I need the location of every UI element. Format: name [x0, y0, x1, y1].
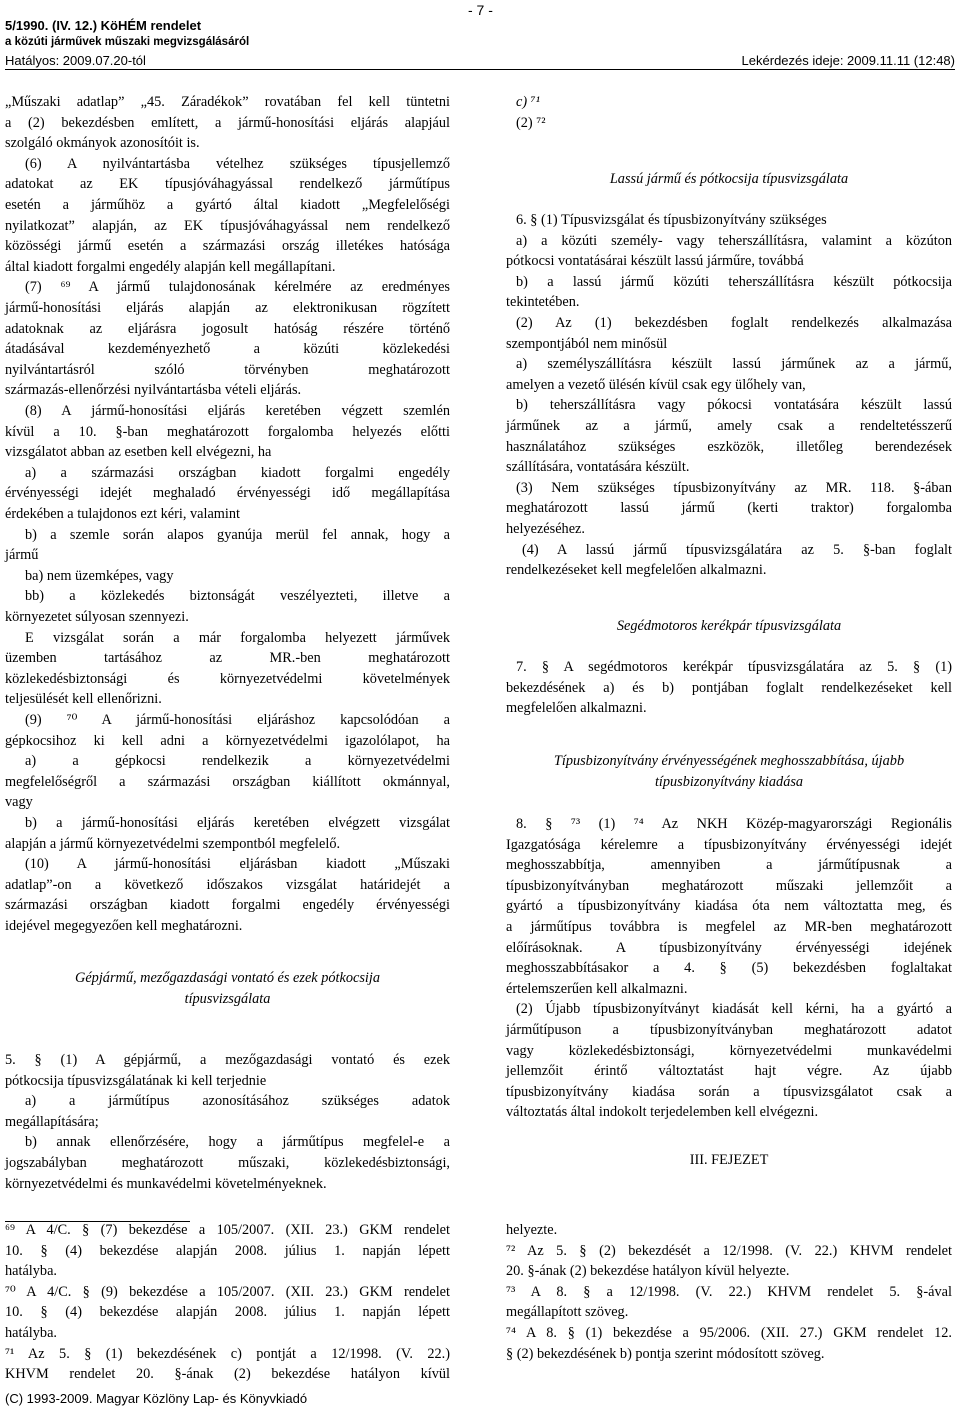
text-line: b) annak ellenőrzésére, hogy a járműtípus megfelel-e a: [25, 1134, 450, 1151]
text-line: 8. § ⁷³ (1) ⁷⁴ Az NKH Közép-magyarországi Regionális: [516, 816, 952, 832]
text-line: alapján a jármű környezetvédelmi szempontból megfelelő.: [5, 835, 341, 852]
text-line: meghosszabbításakor a 4. § (5) bekezdésben foglaltakat: [506, 960, 952, 977]
text-line: (8) A jármű-honosítási eljárás keretében végzett szemlén: [25, 403, 450, 419]
text-line: (2) Az (1) bekezdésben foglalt rendelkezés alkalmazása: [516, 315, 952, 331]
text-line: jellemzőit érintő változtatást hajt végre. Az újabb: [506, 1063, 952, 1080]
text-line: a) a közúti személy- vagy teherszállításra, valamint a közúton: [516, 232, 952, 249]
text-line: esetén a járműhöz a gyártó által kiadott „Megfelelőségi: [5, 197, 450, 213]
text-line: jogszabályban meghatározott műszaki, közlekedésbiztonsági,: [5, 1155, 450, 1171]
text-line: nyilvántartásról szóló törvényben meghatározott: [5, 361, 450, 378]
chapter-heading: III. FEJEZET: [689, 1152, 769, 1168]
decree-subtitle: a közúti járművek műszaki megvizsgálásáról: [5, 36, 250, 48]
text-line: (7) ⁶⁹ A jármű tulajdonosának kérelmére az eredményes: [25, 279, 450, 296]
text-line: meghosszabbítja, amennyiben a járműtípusnak a: [506, 857, 952, 874]
text-line: kívül a 10. §-ban meghatározott forgalomba helyezés előtti: [5, 423, 450, 440]
text-line: (3) Nem szükséges típusbizonyítvány az MR. 118. §-ában: [516, 479, 952, 496]
text-line: (2) Újabb típusbizonyítványt kiadását kell kérni, ha a gyártó a: [516, 1001, 952, 1018]
text-line: által kiadott forgalmi engedély alapján kell megállapítani.: [5, 258, 336, 275]
text-line: üzemben tartásához az MR.-ben meghatározott: [5, 650, 450, 667]
text-line: bb) a közlekedés biztonságát veszélyezteti, illetve a: [25, 588, 450, 605]
text-line: átadásával kezdeményezhető a közúti közlekedési: [5, 341, 450, 358]
footnotes-left: [5, 1220, 450, 1385]
text-line: környezetet súlyosan szennyezi.: [5, 609, 189, 625]
decree-title: 5/1990. (IV. 12.) KöHÉM rendelet: [5, 18, 202, 33]
left-column: [5, 92, 450, 1192]
text-line: a) a gépkocsi rendelkezik a környezetvédelmi: [25, 753, 450, 770]
section-heading: Segédmotoros kerékpár típusvizsgálata: [616, 618, 842, 634]
footnote-line: ⁷⁰ A 4/C. § (9) bekezdése a 105/2007. (XII. 23.) GKM rendelet: [5, 1283, 450, 1300]
text-line: gépkocsihoz ki kell adni a környezetvédelmi igazolólapot, ha: [5, 732, 450, 749]
text-line: pótkocsi vontatásárai készült lassú járműre, továbbá: [506, 253, 804, 270]
text-line: adatoknak az eljárásra jogosult hatóság részére történő: [5, 320, 450, 337]
page-header: [5, 2, 955, 68]
text-line: „Műszaki adatlap” „45. Záradékok” rovatában fel kell tüntetni: [5, 94, 450, 110]
text-line: teljesülését kell ellenőrizni.: [5, 691, 162, 708]
text-line: rendelkezéseket kell megfelelően alkalmazni.: [506, 562, 767, 579]
text-line: ba) nem üzemképes, vagy: [25, 567, 174, 584]
text-line: 6. § (1) Típusvizsgálat és típusbizonyítvány szükséges: [516, 212, 827, 228]
text-line: b) a lassú jármű közúti teherszállításra készült pótkocsija: [516, 273, 952, 290]
text-line: érdekében a tulajdonos ezt kéri, valamint: [5, 506, 241, 522]
footnote-line: ⁷³ A 8. § a 12/1998. (V. 22.) KHVM rendelet 5. §-ával: [506, 1283, 952, 1300]
text-line: származási országban kiadott forgalmi engedély érvényességi: [5, 897, 450, 914]
footnote-line: § (2) bekezdésének b) pontja szerint módosított szöveg.: [506, 1345, 825, 1362]
text-line: adatokat az EK típusjóváhagyással rendelkező járműtípus: [5, 176, 450, 193]
text-line: a) a járműtípus azonosításához szükséges adatok: [25, 1093, 450, 1110]
text-line: megállapítására;: [5, 1113, 99, 1130]
footnote-line: ⁷² Az 5. § (2) bekezdését a 12/1998. (V. 22.) KHVM rendelet: [506, 1242, 952, 1259]
text-line: szolgáló okmányok azonosítóit is.: [5, 135, 200, 152]
text-line: b) teherszállításra vagy pókocsi vontatására készült lassú: [516, 397, 952, 414]
text-line: típusbizonyítványban meghatározott műszaki jellemzőit a: [506, 877, 952, 894]
text-line: a) személyszállításra készült lassú járműnek az a jármű,: [516, 356, 952, 373]
text-line: pótkocsija típusvizsgálatának ki kell terjednie: [5, 1072, 267, 1089]
text-line: közlekedésbiztonsági és környezetvédelmi követelmények: [5, 670, 450, 687]
section-heading: Gépjármű, mezőgazdasági vontató és ezek pótkocsija: [75, 970, 380, 986]
text-line: vizsgálatot abban az esetben kell elvégezni, ha: [5, 444, 272, 461]
text-line: bekezdésének a) és b) pontjában foglalt rendelkezéseket kell: [506, 679, 952, 696]
text-line: vagy közlekedésbiztonsági, környezetvédelmi munkavédelmi: [506, 1042, 952, 1059]
text-line: jármű: [5, 547, 39, 564]
text-line: (10) A jármű-honosítási eljárásban kiadott „Műszaki: [25, 856, 450, 873]
text-line: a) a származási országban kiadott forgalmi engedély: [25, 464, 450, 481]
text-line: vagy: [5, 794, 33, 811]
text-line: (2) ⁷²: [516, 114, 546, 131]
text-line: b) a szemle során alapos gyanúja merül fel annak, hogy a: [25, 526, 450, 543]
text-line: környezetvédelmi és munkavédelmi követelményeknek.: [5, 1175, 327, 1192]
text-line: Igazgatósága kérelemre a típusbizonyítvány érvényességi idejét: [506, 836, 952, 853]
text-line: a (2) bekezdésben említett, a jármű-honosítási eljárás alapjául: [5, 114, 450, 131]
footnote-line: megállapított szöveg.: [506, 1304, 629, 1321]
text-line: (6) A nyilvántartásba vételhez szükséges típusjellemző: [25, 155, 450, 172]
footnote-line: ⁶⁹ A 4/C. § (7) bekezdése a 105/2007. (XII. 23.) GKM rendelet: [5, 1222, 450, 1238]
text-line: a járműtípus továbbra is megfelel az MR-ben meghatározott: [506, 919, 952, 935]
section-heading: típusbizonyítvány kiadása: [654, 773, 804, 790]
section-heading: Típusbizonyítvány érvényességének meghosszabbítása, újabb: [553, 753, 905, 769]
footnote-line: ⁷⁴ A 8. § (1) bekezdése a 95/2006. (XII. 27.) GKM rendelet 12.: [506, 1325, 952, 1341]
text-line: (4) A lassú jármű típusvizsgálatára az 5. §-ban foglalt: [522, 541, 952, 558]
text-line: változtatás által indokolt terjedelemben kell elvégezni.: [506, 1104, 819, 1121]
text-line: szállítására, vontatására készült.: [506, 459, 690, 476]
footnote-line: 10. § (4) bekezdése alapján 2008. július 1. napján lépett: [5, 1304, 450, 1321]
text-line: származás-ellenőrzési nyilvántartásba vételi eljárás.: [5, 382, 302, 399]
page-number: - 7 -: [468, 2, 493, 18]
text-line: idejével megegyezően kell meghatározni.: [5, 918, 243, 934]
text-line: amelyen a vezető ülésén kívül csak egy ülőhely van,: [506, 376, 806, 393]
section-heading: Lassú jármű és pótkocsija típusvizsgálata: [609, 171, 849, 187]
effective-date: Hatályos: 2009.07.20-tól: [5, 53, 146, 68]
text-line: megfelelőségről a származási országban kiállított okmánnyal,: [5, 773, 450, 790]
footnote-line: 10. § (4) bekezdése alapján 2008. július 1. napján lépett: [5, 1242, 450, 1259]
text-line: tekintetében.: [506, 294, 580, 311]
text-line: nyilatkozat” alapján, az EK típusjóváhagyással nem rendelkező: [5, 217, 450, 234]
text-line: c) ⁷¹: [516, 94, 540, 110]
text-line: szempontjából nem minősül: [506, 335, 668, 352]
text-line: (9) ⁷⁰ A jármű-honosítási eljáráshoz kapcsolódóan a: [25, 712, 450, 728]
text-line: típusbizonyítvány kiadása során a típusvizsgálatot csak a: [506, 1083, 952, 1100]
text-line: 5. § (1) A gépjármű, a mezőgazdasági vontató és ezek: [5, 1052, 450, 1068]
footnote-line: ⁷¹ Az 5. § (1) bekezdésének c) pontját a 12/1998. (V. 22.): [5, 1345, 450, 1362]
query-time: Lekérdezés ideje: 2009.11.11 (12:48): [741, 53, 955, 68]
copyright: (C) 1993-2009. Magyar Közlöny Lap- és Könyvkiadó: [5, 1391, 308, 1406]
footnote-line: 20. §-ának (2) bekezdése hatályon kívül helyezte.: [506, 1263, 790, 1280]
text-line: használatához szükséges eszközök, illetőleg berendezések: [506, 438, 952, 455]
footnote-line: hatályba.: [5, 1263, 58, 1280]
text-line: értelemszerűen kell alkalmazni.: [506, 980, 688, 997]
right-column: [506, 92, 952, 1192]
footnote-line: hatályba.: [5, 1325, 58, 1341]
footnote-line: KHVM rendelet 20. §-ának (2) bekezdése hatályon kívül: [5, 1366, 450, 1383]
footnote-line: helyezte.: [506, 1222, 558, 1238]
footnotes-right: [506, 1220, 952, 1370]
text-line: b) a jármű-honosítási eljárás keretében elvégzett vizsgálat: [25, 815, 450, 831]
header-rule: [5, 69, 955, 70]
text-line: 7. § A segédmotoros kerékpár típusvizsgálatára az 5. § (1): [516, 659, 952, 675]
text-line: érvényességi idejét meghaladó érvényességi idő megállapítása: [5, 485, 450, 502]
text-line: járműtípuson a típusbizonyítványban meghatározott adatot: [506, 1022, 952, 1038]
text-line: adatlap”-on a következő időszakos vizsgálat határidejét a: [5, 876, 450, 893]
text-line: E vizsgálat során a már forgalomba helyezett járművek: [25, 629, 450, 646]
text-line: jármű-honosítási eljárás alapján az elektronikusan rögzített: [5, 300, 450, 316]
text-line: meghatározott lassú jármű (kerti traktor) forgalomba: [506, 500, 952, 517]
text-line: közösségi jármű esetén a származási ország illetékes hatósága: [5, 238, 450, 255]
text-line: előírásoknak. A típusbizonyítvány érvényességi idejének: [506, 939, 952, 956]
text-line: helyezéséhez.: [506, 521, 585, 537]
text-line: járműnek az a jármű, amely csak a rendeltetésszerű: [506, 418, 952, 434]
section-heading: típusvizsgálata: [184, 990, 271, 1007]
text-line: gyártó a típusbizonyítvány kiadása óta nem változtatta meg, és: [506, 898, 952, 915]
text-line: megfelelően alkalmazni.: [506, 700, 647, 717]
